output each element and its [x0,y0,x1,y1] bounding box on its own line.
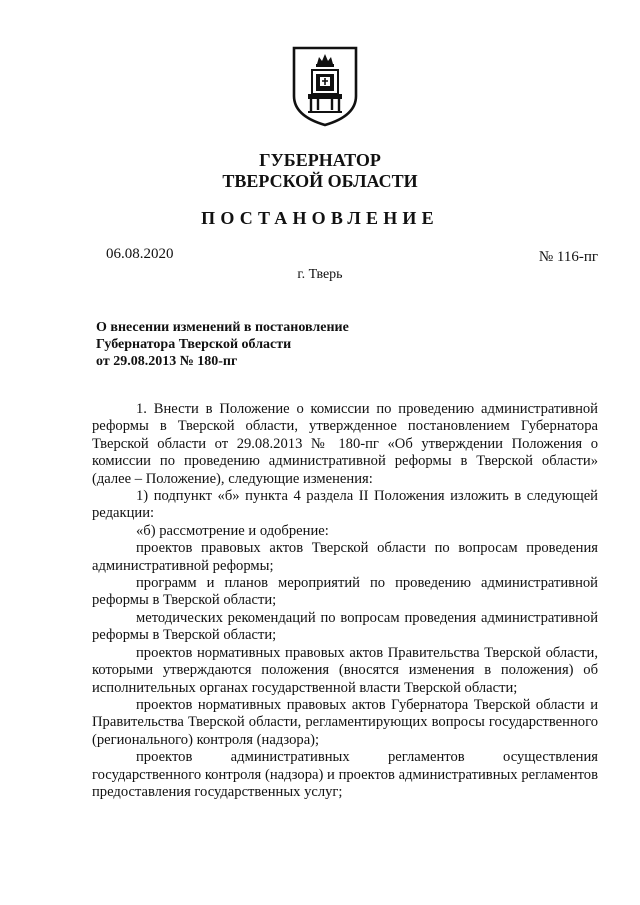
body-paragraph: «б) рассмотрение и одобрение: [136,522,329,539]
body-paragraph: проектов нормативных правовых актов Правительства Тверской области, которыми утверждаются положения (вносятся изменения в положения) об исполнительных органах государственной власти Тверской области; [92,644,598,696]
body-paragraph: проектов административных регламентов осуществления государственного контроля (надзора) и проектов административных регламентов предоставления государственных услуг; [92,749,598,800]
body-paragraph: проектов правовых актов Тверской области по вопросам проведения административной реформы; [92,540,598,574]
document-number: № 116-пг [538,249,598,265]
subject-line: Губернатора Тверской области [96,337,292,352]
authority-title: ГУБЕРНАТОР [259,150,381,170]
document-date: 06.08.2020 [106,246,174,262]
region-title: ТВЕРСКОЙ ОБЛАСТИ [222,171,418,191]
body-paragraph: методических рекомендаций по вопросам проведения административной реформы в Тверской области; [92,609,598,644]
document-body [92,401,598,801]
document-city: г. Тверь [297,267,343,282]
body-paragraph: 1) подпункт «б» пункта 4 раздела II Положения изложить в следующей редакции: [92,488,598,522]
document-subject [96,319,416,370]
body-paragraph: программ и планов мероприятий по проведению административной реформы в Тверской области; [92,575,598,609]
coat-of-arms-icon [290,44,360,128]
subject-line: от 29.08.2013 № 180-пг [96,354,238,369]
body-paragraph: 1. Внести в Положение о комиссии по проведению административной реформы в Тверской области, утвержденное постановлением Губернатора Тверской области от 29.08.2013 № 180-пг «Об утверждении Положения о комиссии по проведению административной реформы в Тверской области» (далее – Положение), следующие изменения: [92,401,598,487]
document-type: ПОСТАНОВЛЕНИЕ [201,208,439,228]
subject-line: О внесении изменений в постановление [96,320,349,335]
body-paragraph: проектов нормативных правовых актов Губернатора Тверской области и Правительства Тверской области, регламентирующих вопросы государственного (регионального) контроля (надзора); [92,696,598,748]
